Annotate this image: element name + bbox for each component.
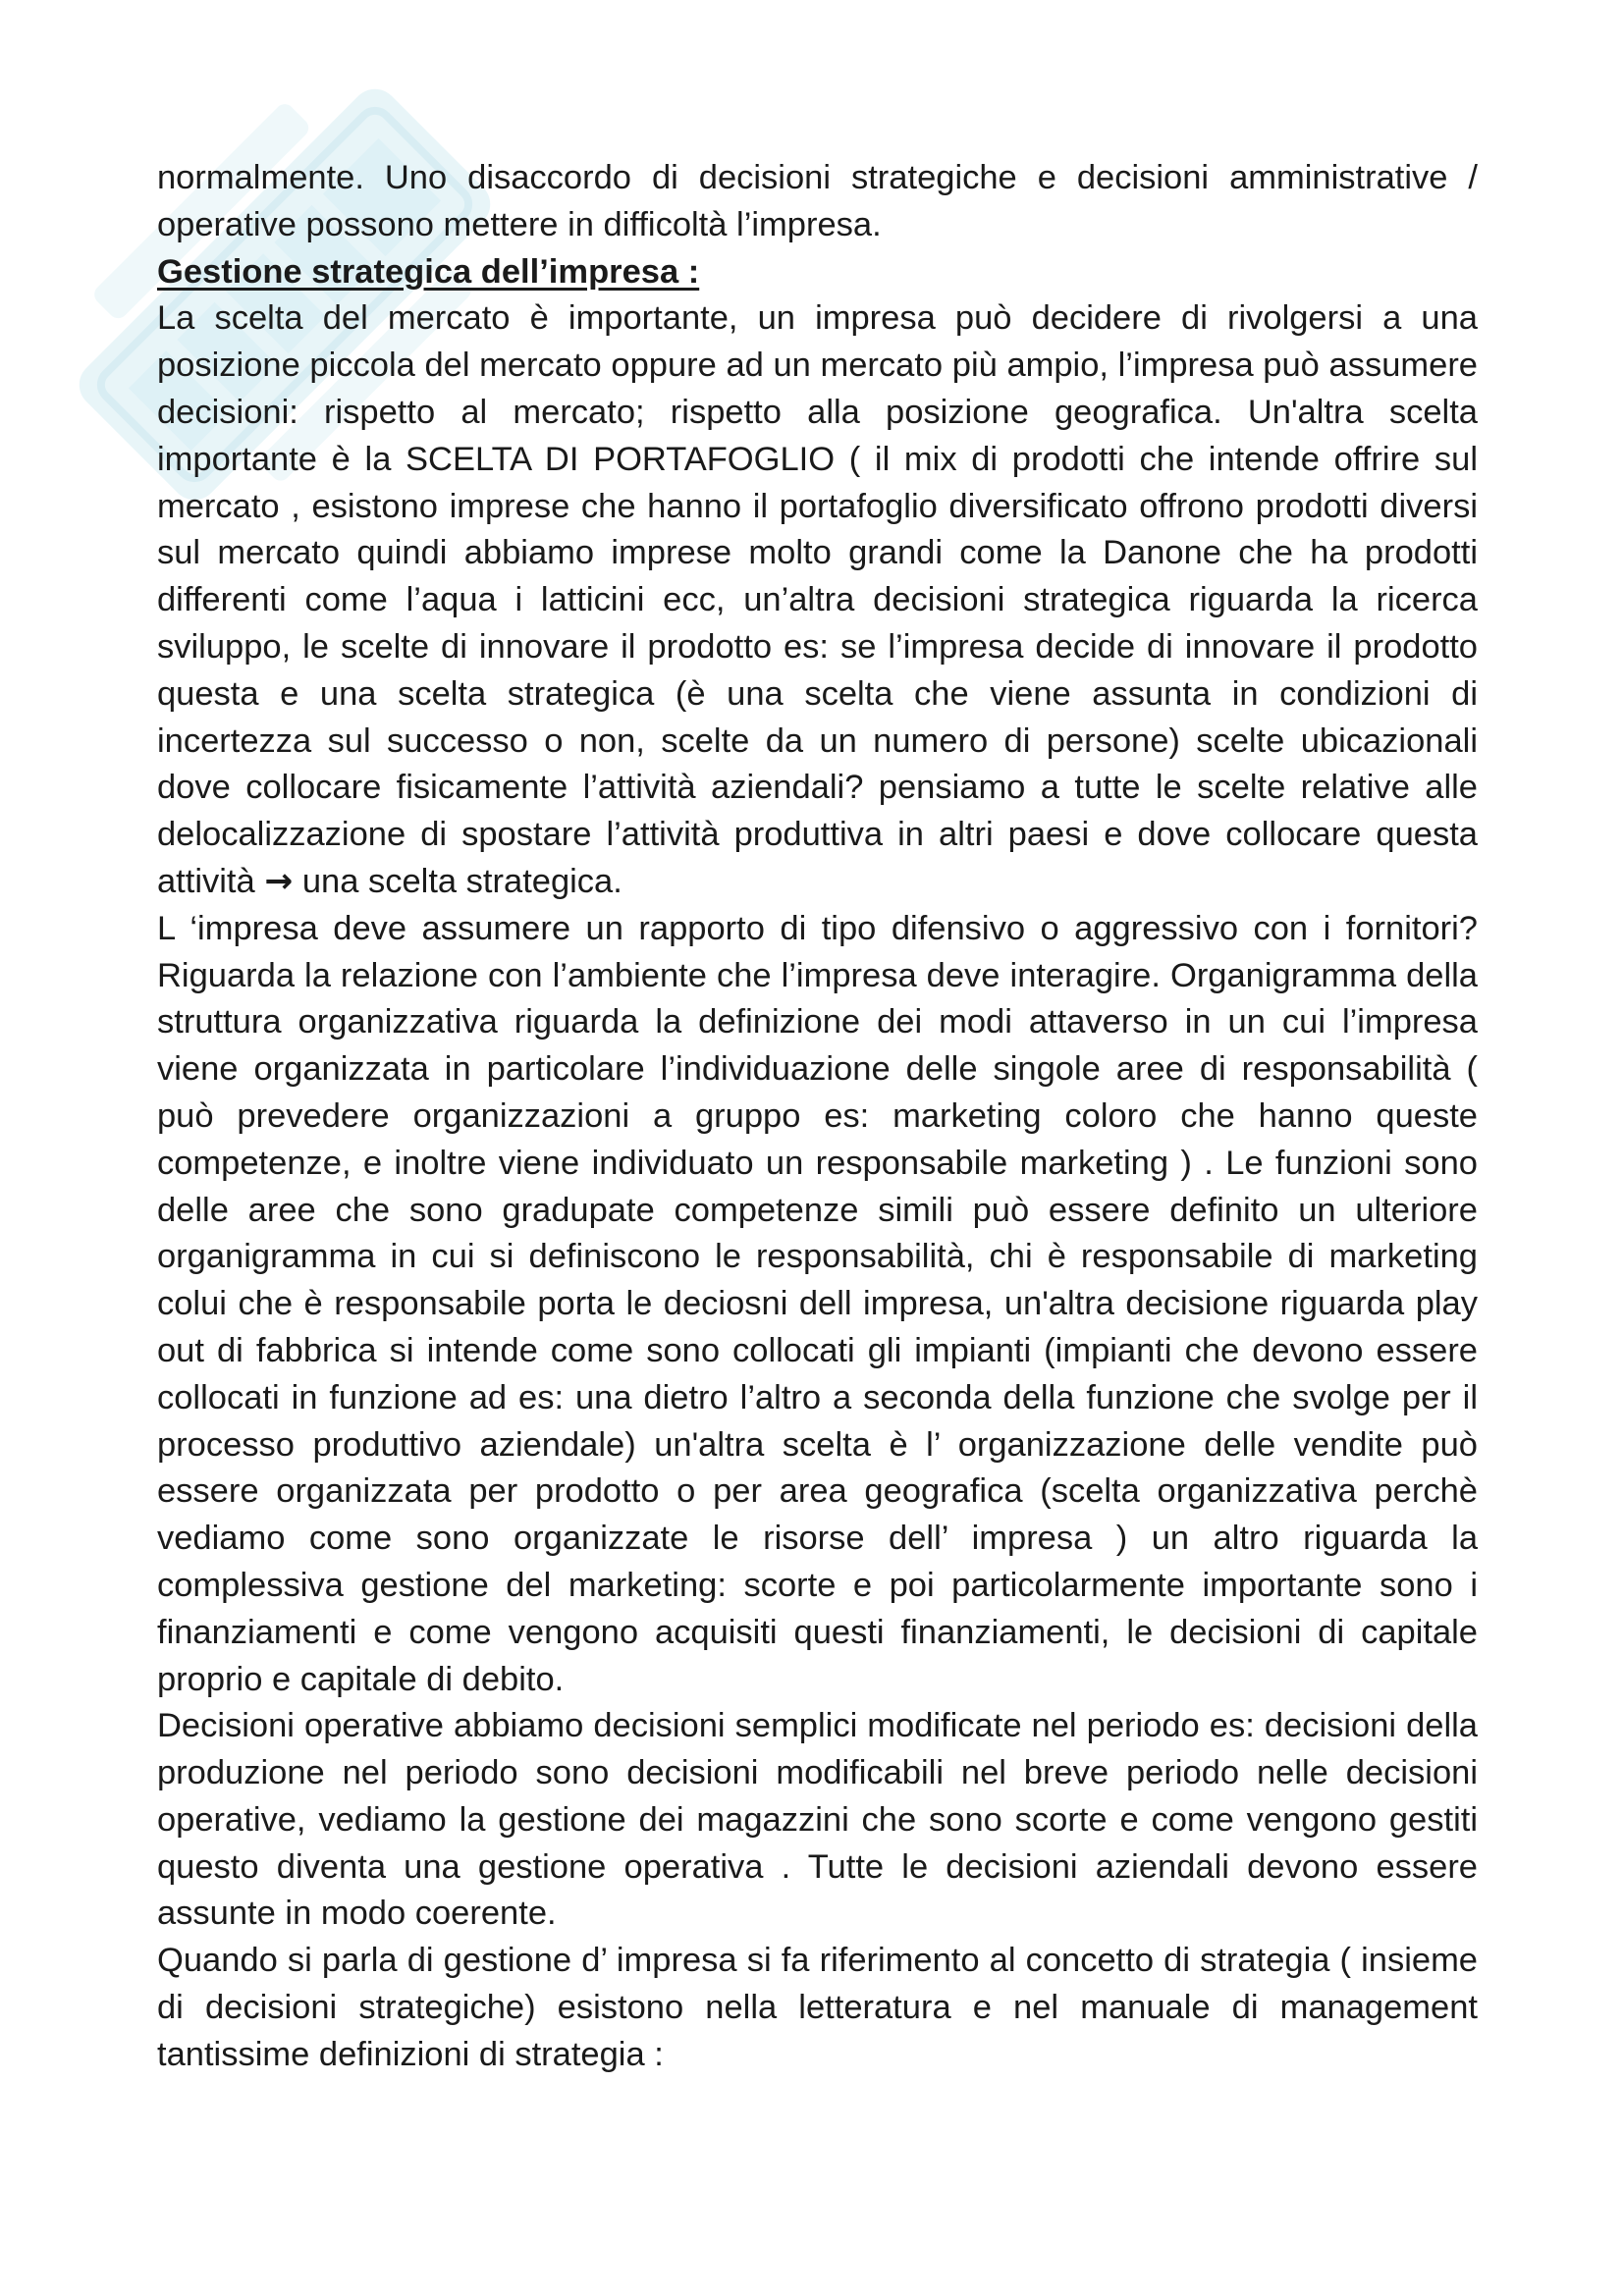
paragraph-operative-decisions: Decisioni operative abbiamo decisioni semplici modificate nel periodo es: decisioni della produzione nel periodo sono decisioni modificabili nel breve periodo nelle decisioni operative, vediamo la gestione dei magazzini che sono scorte e come vengono gestiti questo diventa una gestione operativa . Tutte le decisioni aziendali devono essere assunte in modo coerente. bbox=[157, 1707, 1478, 1933]
paragraph-strategic-choices-text: La scelta del mercato è importante, un impresa può decidere di rivolgersi a una posizione piccola del mercato oppure ad un mercato più ampio, l’impresa può assumere decisioni: rispetto al mercato; rispetto alla posizione geografica. Un'altra scelta importante è la SCELTA DI PORTAFOGLIO ( il mix di prodotti che intende offrire sul mercato , esistono imprese che hanno il portafoglio diversificato offrono prodotti diversi sul mercato quindi abbiamo imprese molto grandi come la Danone che ha prodotti differenti come l’aqua i latticini ecc, un’altra decisioni strategica riguarda la ricerca sviluppo, le scelte di innovare il prodotto es: se l’impresa decide di innovare il prodotto questa e una scelta strategica (è una scelta che viene assunta in condizioni di incertezza sul successo o non, scelte da un numero di persone) scelte ubicazionali dove collocare fisicamente l’attività aziendali? pensiamo a tutte le scelte relative alle delocalizzazione di spostare l’attività produttiva in altri paesi e dove collocare questa attività bbox=[157, 299, 1478, 900]
document-body bbox=[157, 155, 1478, 2079]
right-arrow-icon: → bbox=[264, 861, 294, 901]
paragraph-strategy-definition: Quando si parla di gestione d’ impresa si fa riferimento al concetto di strategia ( insieme di decisioni strategiche) esistono nella letteratura e nel manuale di management tantissime definizioni di strategia : bbox=[157, 1942, 1478, 2073]
paragraph-organization: L ‘impresa deve assumere un rapporto di tipo difensivo o aggressivo con i fornitori? Riguarda la relazione con l’ambiente che l’impresa deve interagire. Organigramma della struttura organizzativa riguarda la definizione dei modi attaverso in un cui l’impresa viene organizzata in particolare l’individuazione delle singole aree di responsabilità ( può prevedere organizzazioni a gruppo es: marketing coloro che hanno queste competenze, e inoltre viene individuato un responsabile marketing ) . Le funzioni sono delle aree che sono gradupate competenze simili può essere definito un ulteriore organigramma in cui si definiscono le responsabilità, chi è responsabile di marketing colui che è responsabile porta le deciosni dell impresa, un'altra decisione riguarda play out di fabbrica si intende come sono collocati gli impianti (impianti che devono essere collocati in funzione ad es: una dietro l’altro a seconda della funzione che svolge per il processo produttivo aziendale) un'altra scelta è l’ organizzazione delle vendite può essere organizzata per prodotto o per area geografica (scelta organizzativa perchè vediamo come sono organizzate le risorse dell’ impresa ) un altro riguarda la complessiva gestione del marketing: scorte e poi particolarmente importante sono i finanziamenti e come vengono acquisiti questi finanziamenti, le decisioni di capitale proprio e capitale di debito. bbox=[157, 909, 1478, 1698]
paragraph-strategic-choices bbox=[157, 295, 1478, 905]
section-heading: Gestione strategica dell’impresa : bbox=[157, 252, 700, 291]
paragraph-strategic-choices-tail: una scelta strategica. bbox=[293, 862, 622, 900]
paragraph-intro: normalmente. Uno disaccordo di decisioni strategiche e decisioni amministrative / operative possono mettere in difficoltà l’impresa. bbox=[157, 159, 1478, 243]
